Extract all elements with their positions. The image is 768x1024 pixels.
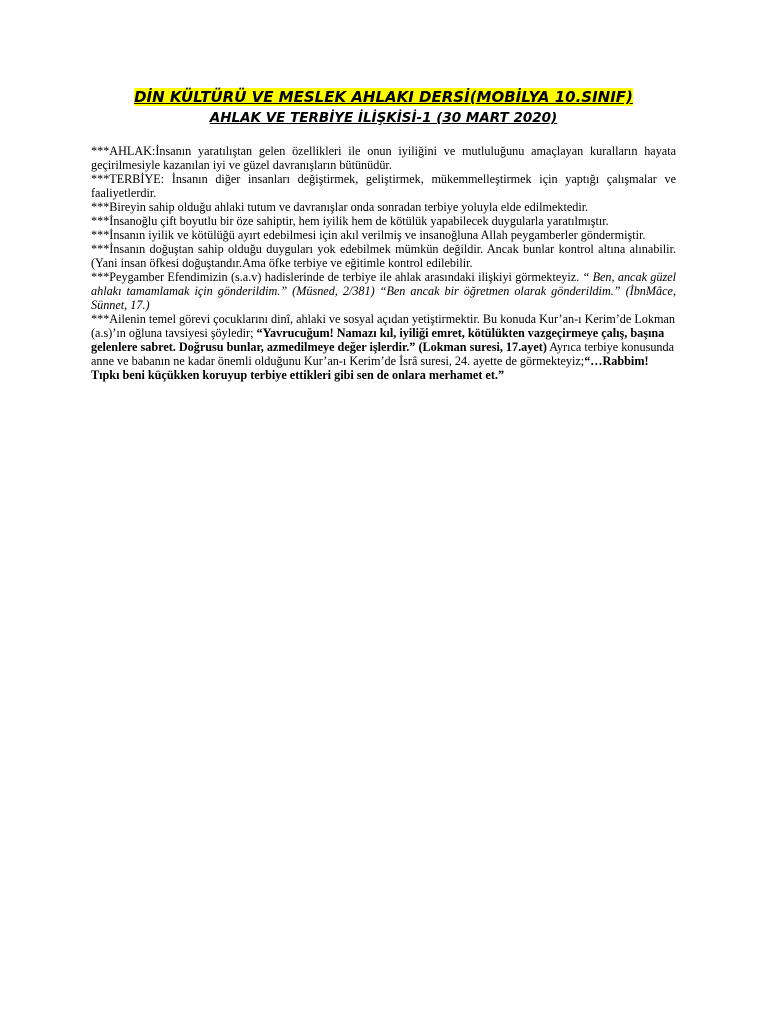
- hadith-quote: “ Ben, ancak güzel ahlakı tamamlamak için gönderildim.” (Müsned, 2/381) “Ben ancak bir öğretmen olarak gönderildim.” (İbnMâce, Sünnet, 17.): [91, 270, 676, 312]
- lokman-quote: “Yavrucuğum! Namazı kıl, iyiliği emret, kötülükten vazgeçirmeye çalış, başına gelenlere sabret. Doğrusu bunlar, azmedilmeye değer işlerdir.” (Lokman suresi, 17.ayet): [91, 326, 665, 354]
- hadith-intro: ***Peygamber Efendimizin (s.a.v) hadislerinde de terbiye ile ahlak arasındaki ilişkiyi görmekteyiz.: [91, 270, 583, 284]
- paragraph-hadith: [91, 270, 676, 312]
- document-subtitle: AHLAK VE TERBİYE İLİŞKİSİ-1 (30 MART 2020): [209, 110, 558, 126]
- family-intro: ***Ailenin temel görevi çocuklarını dinî, ahlaki ve sosyal açıdan yetiştirmektir. Bu konuda Kur’an-ı Kerim’de Lokman (a.s)’ın oğluna tavsiyesi şöyledir;: [91, 312, 675, 340]
- paragraph-ahlak-definition: ***AHLAK:İnsanın yaratılıştan gelen özellikleri ile onun iyiliğini ve mutluluğunu amaçlayan kuralların hayata geçirilmesiyle kazanılan iyi ve güzel davranışların bütünüdür.: [91, 144, 676, 172]
- paragraph-reason-prophets: ***İnsanın iyilik ve kötülüğü ayırt edebilmesi için akıl verilmiş ve insanoğluna Allah peygamberler göndermiştir.: [91, 228, 646, 242]
- paragraph-dual-nature: ***İnsanoğlu çift boyutlu bir öze sahiptir, hem iyilik hem de kötülük yapabilecek duygularla yaratılmıştır.: [91, 214, 609, 228]
- document-title-highlight: DİN KÜLTÜRÜ VE MESLEK AHLAKI DERSİ(MOBİLYA 10.SINIF): [134, 88, 633, 106]
- paragraph-innate-feelings: ***İnsanın doğuştan sahip olduğu duyguları yok edebilmek mümkün değildir. Ancak bunlar kontrol altına alınabilir.(Yani insan öfkesi doğuştandır.Ama öfke terbiye ve eğitimle kontrol edilebilir.: [91, 242, 676, 270]
- isra-quote: “…Rabbim! Tıpkı beni küçükken koruyup terbiye ettikleri gibi sen de onlara merhamet et.”: [91, 354, 649, 382]
- family-continued: Ayrıca terbiye konusunda anne ve babanın ne kadar önemli olduğunu Kur’an-ı Kerim’de İsrâ suresi, 24. ayette de görmekteyiz;: [91, 340, 675, 368]
- document-page: [91, 86, 676, 382]
- document-title: [91, 86, 676, 108]
- paragraph-family-duty: [91, 312, 676, 382]
- paragraph-terbiye-definition: ***TERBİYE: İnsanın diğer insanları değiştirmek, geliştirmek, mükemmelleştirmek için yaptığı çalışmalar ve faaliyetlerdir.: [91, 172, 676, 200]
- document-body: [91, 144, 676, 382]
- paragraph-moral-behavior: ***Bireyin sahip olduğu ahlaki tutum ve davranışlar onda sonradan terbiye yoluyla elde edilmektedir.: [91, 200, 589, 214]
